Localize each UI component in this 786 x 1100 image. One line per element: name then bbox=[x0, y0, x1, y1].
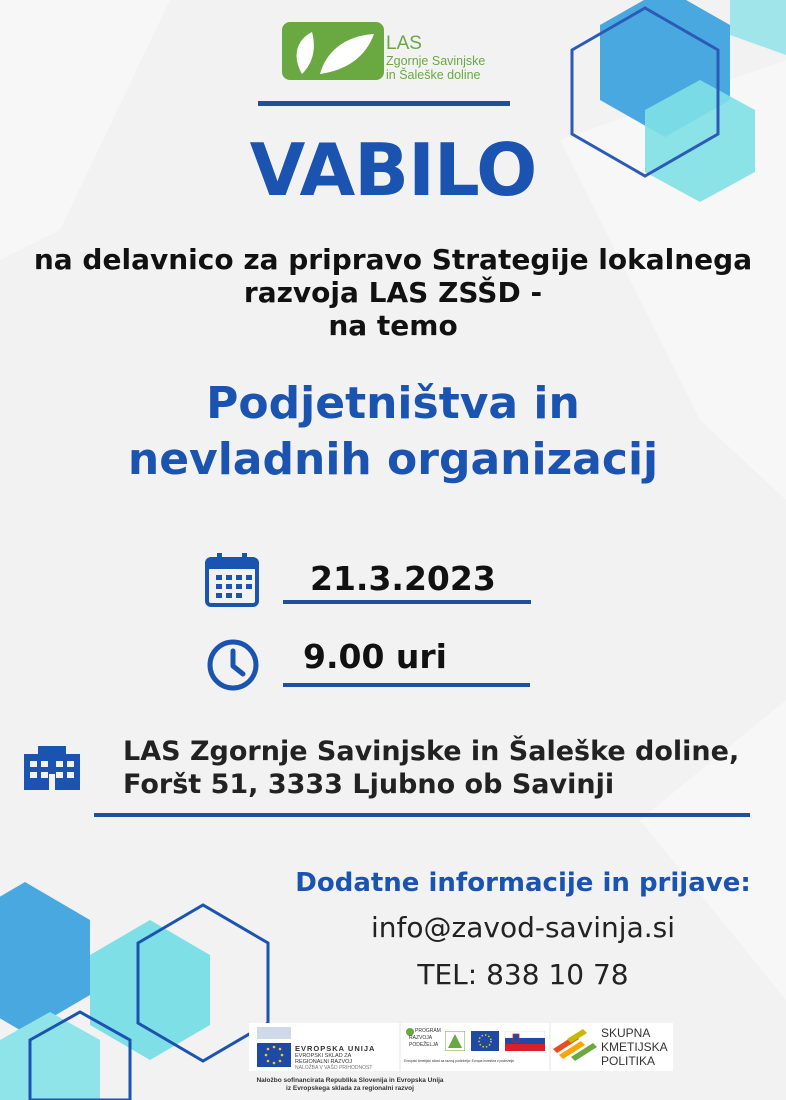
location-underline bbox=[94, 813, 750, 817]
leader-logo-icon bbox=[445, 1031, 465, 1051]
building-icon bbox=[24, 746, 80, 790]
header-divider bbox=[258, 101, 510, 106]
contact-phone: TEL: 838 10 78 bbox=[417, 958, 629, 991]
skp-stripes-icon bbox=[553, 1029, 597, 1061]
eu-fund-line-1: EVROPSKI SKLAD ZA bbox=[295, 1053, 352, 1059]
slovenia-flag-icon bbox=[505, 1031, 545, 1051]
contact-email[interactable]: info@zavod-savinja.si bbox=[371, 911, 675, 944]
subtitle-line-1: na delavnico za pripravo Strategije lokalnega bbox=[33, 243, 753, 276]
event-date: 21.3.2023 bbox=[310, 559, 496, 598]
eu-flag-icon bbox=[471, 1031, 499, 1051]
logo-text bbox=[386, 34, 485, 82]
logo-line-2: Zgornje Savinjske bbox=[386, 54, 486, 68]
logo-line-1: LAS bbox=[386, 33, 422, 54]
location-line-1: LAS Zgornje Savinjske in Šaleške doline, bbox=[123, 736, 740, 767]
eu-slogan: NALOŽBA V VAŠO PRIHODNOST bbox=[295, 1065, 373, 1071]
event-time: 9.00 uri bbox=[303, 637, 447, 676]
eu-fund-line-2: REGIONALNI RAZVOJ bbox=[295, 1059, 353, 1065]
contact-heading: Dodatne informacije in prijave: bbox=[295, 868, 751, 898]
skp-logo bbox=[551, 1023, 673, 1071]
workshop-topic bbox=[0, 376, 786, 488]
clock-icon bbox=[206, 638, 260, 692]
date-underline bbox=[283, 600, 531, 604]
subtitle-line-3: na temo bbox=[328, 309, 458, 342]
topic-line-1: Podjetništva in bbox=[206, 378, 580, 429]
topic-line-2: nevladnih organizacij bbox=[127, 434, 659, 485]
prp-line-3: PODEŽELJA bbox=[409, 1042, 439, 1048]
subtitle-line-2: razvoja LAS ZSŠD - bbox=[243, 276, 543, 309]
skp-line-1: SKUPNA bbox=[601, 1026, 651, 1040]
invitation-subtitle bbox=[0, 243, 786, 342]
time-underline bbox=[283, 683, 530, 687]
prp-caption: Evropski kmetijski sklad za razvoj podeželja: Evropa investira v podeželje bbox=[404, 1059, 515, 1063]
page-title: VABILO bbox=[249, 128, 537, 212]
funding-note-line-2: iz Evropskega sklada za regionalni razvoj bbox=[286, 1085, 414, 1092]
funding-note bbox=[200, 1077, 500, 1093]
calendar-icon bbox=[204, 551, 260, 608]
eu-label: EVROPSKA UNIJA bbox=[295, 1044, 376, 1053]
location-line-2: Foršt 51, 3333 Ljubno ob Savinji bbox=[123, 769, 615, 800]
skp-line-2: KMETIJSKA bbox=[601, 1040, 668, 1054]
eu-flag-icon bbox=[257, 1027, 291, 1067]
prp-line-1: PROGRAM bbox=[415, 1028, 441, 1034]
skp-line-3: POLITIKA bbox=[601, 1054, 656, 1068]
funding-note-line-1: Naložbo sofinancirata Republika Slovenija in Evropska Unija bbox=[256, 1077, 444, 1084]
eu-erdf-logo bbox=[249, 1023, 399, 1071]
prp-logo bbox=[401, 1023, 549, 1071]
las-leaf-logo-icon bbox=[282, 22, 384, 80]
prp-line-2: RAZVOJA bbox=[409, 1035, 433, 1041]
event-location bbox=[123, 735, 739, 801]
logo-line-3: in Šaleške doline bbox=[386, 68, 481, 82]
